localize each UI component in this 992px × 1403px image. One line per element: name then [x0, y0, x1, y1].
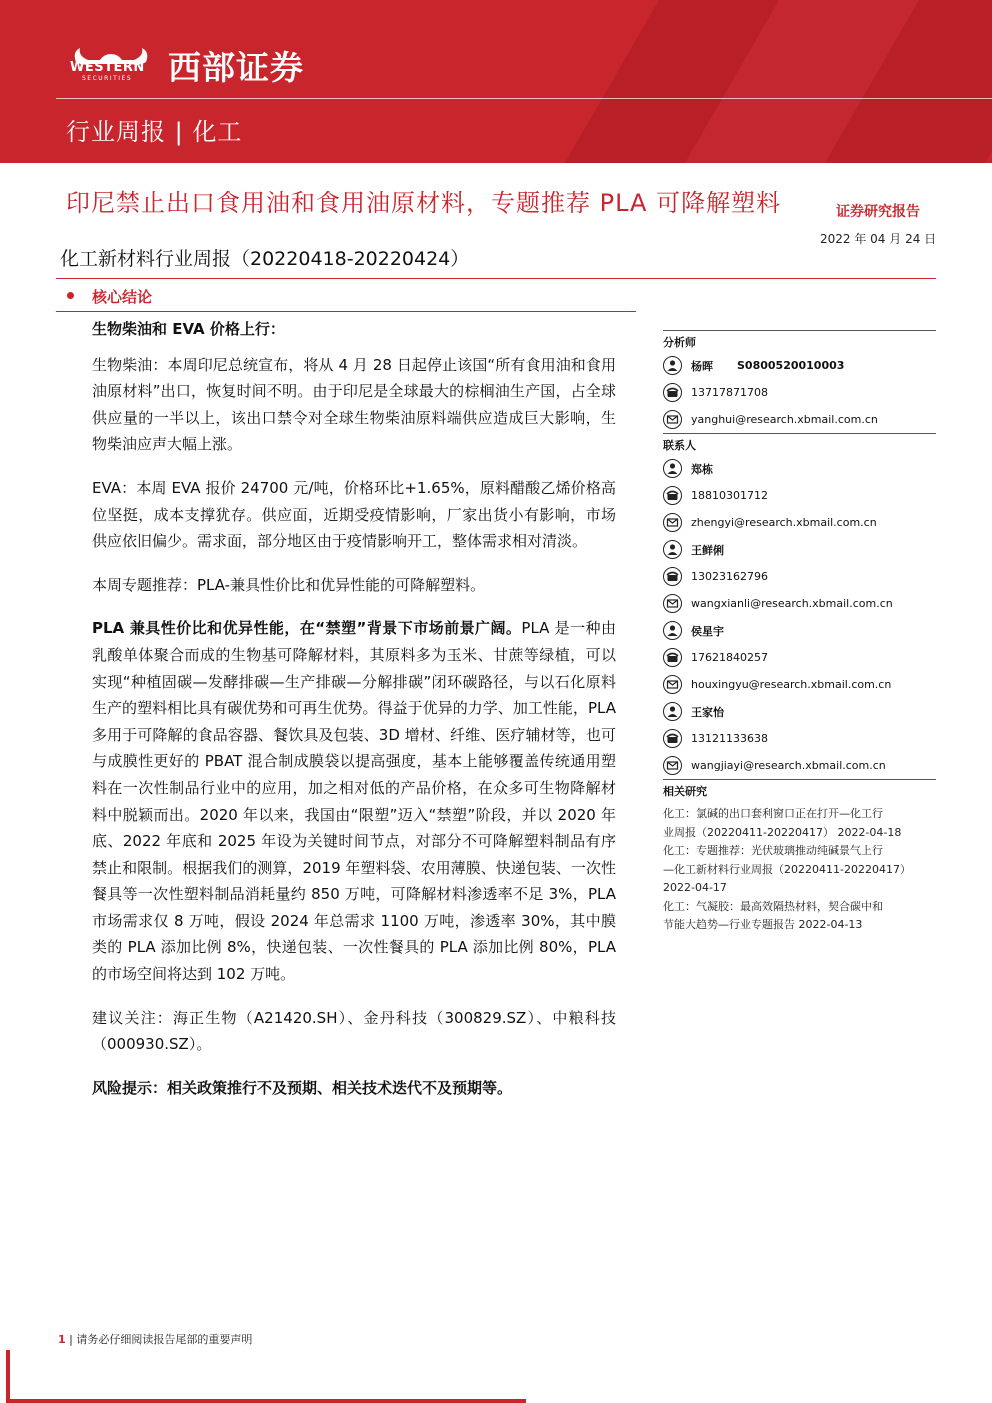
related-line[interactable]: 化工：气凝胶：最高效隔热材料，契合碳中和 — [663, 899, 883, 913]
header-divider — [56, 98, 992, 99]
phone-icon — [663, 648, 682, 667]
related-line[interactable]: —化工新材料行业周报（20220411-20220417） — [663, 862, 911, 876]
contact-phone: 18810301712 — [691, 489, 768, 502]
contact-name: 王家怡 — [691, 705, 724, 719]
core-bullet-icon — [67, 292, 74, 299]
paragraph-risk: 风险提示：相关政策推行不及预期、相关技术迭代不及预期等。 — [92, 1078, 513, 1097]
report-type-label: 证券研究报告 — [836, 204, 920, 220]
contact-phone-row — [663, 725, 936, 752]
contact-email[interactable]: houxingyu@research.xbmail.com.cn — [691, 678, 892, 691]
analyst-email[interactable]: yanghui@research.xbmail.com.cn — [691, 413, 878, 426]
logo-english: WESTERN — [70, 60, 145, 75]
report-date: 2022 年 04 月 24 日 — [820, 232, 937, 246]
contact-email-row — [663, 590, 936, 617]
contact-phone-row — [663, 482, 936, 509]
related-line[interactable]: 节能大趋势—行业专题报告 2022-04-13 — [663, 918, 863, 931]
analyst-name: 杨晖 — [691, 359, 713, 373]
footer-note: | 请务必仔细阅读报告尾部的重要声明 — [69, 1333, 253, 1346]
contact-phone: 13121133638 — [691, 732, 768, 745]
contact-phone: 17621840257 — [691, 651, 768, 664]
paragraph-biodiesel: 生物柴油：本周印尼总统宣布，将从 4 月 28 日起停止该国“所有食用油和食用油原材料”出口，恢复时间不明。由于印尼是全球最大的棕榈油生产国，占全球供应量的一半以上，该出口禁令对全球生物柴油原料端供应造成巨大影响，生物柴油应声大幅上涨。 — [92, 355, 616, 454]
logo-chinese: 西部证券 — [168, 48, 304, 87]
contact-phone-row — [663, 563, 936, 590]
contact-email-row — [663, 752, 936, 779]
contact-name: 侯星宇 — [691, 624, 724, 638]
contact-phone-row — [663, 644, 936, 671]
related-section-label: 相关研究 — [663, 779, 936, 801]
paragraph-recommend: 建议关注：海正生物（A21420.SH）、金丹科技（300829.SZ）、中粮科技（000930.SZ）。 — [92, 1008, 616, 1054]
core-conclusion-body — [92, 316, 616, 1110]
logo-english-sub: SECURITIES — [82, 75, 133, 82]
report-title: 印尼禁止出口食用油和食用油原材料，专题推荐 PLA 可降解塑料 — [66, 189, 782, 217]
core-lead: 生物柴油和 EVA 价格上行： — [92, 320, 285, 338]
contact-name-row — [663, 536, 936, 563]
person-icon — [663, 459, 682, 478]
header-banner — [0, 0, 992, 163]
core-divider — [56, 311, 636, 312]
contact-name: 王鲜俐 — [691, 543, 724, 557]
report-category: 行业周报 | 化工 — [66, 118, 243, 146]
contact-name-row — [663, 455, 936, 482]
sidebar — [663, 330, 936, 935]
related-line[interactable]: 业周报（20220411-20220417） 2022-04-18 — [663, 825, 902, 839]
footer-disclaimer — [58, 1331, 252, 1347]
core-conclusion-label: 核心结论 — [92, 288, 153, 306]
person-icon — [663, 621, 682, 640]
email-icon — [663, 756, 682, 775]
pla-headline: PLA 兼具性价比和优异性能，在“禁塑”背景下市场前景广阔。 — [92, 619, 522, 638]
contact-email[interactable]: wangjiayi@research.xbmail.com.cn — [691, 759, 886, 772]
analyst-section-label: 分析师 — [663, 330, 936, 352]
related-line[interactable]: 2022-04-17 — [663, 881, 727, 894]
contact-email[interactable]: zhengyi@research.xbmail.com.cn — [691, 516, 877, 529]
email-icon — [663, 410, 682, 429]
email-icon — [663, 513, 682, 532]
page-number: 1 — [58, 1333, 66, 1346]
contact-email-row — [663, 509, 936, 536]
footer-corner-vertical — [6, 1350, 10, 1403]
analyst-phone-row — [663, 379, 936, 406]
phone-icon — [663, 567, 682, 586]
person-icon — [663, 356, 682, 375]
contact-email[interactable]: wangxianli@research.xbmail.com.cn — [691, 597, 893, 610]
related-line[interactable]: 化工：氯碱的出口套利窗口正在打开—化工行 — [663, 807, 883, 820]
person-icon — [663, 540, 682, 559]
footer-corner-horizontal — [6, 1399, 526, 1403]
analyst-email-row — [663, 406, 936, 433]
analyst-cert: S0800520010003 — [737, 359, 845, 372]
contact-name-row — [663, 698, 936, 725]
paragraph-eva: EVA：本周 EVA 报价 24700 元/吨，价格环比+1.65%，原料醋酸乙烯价格高位坚挺，成本支撑犹存。供应面，近期受疫情影响，厂家出货小有影响，市场供应依旧偏少。需求面，部分地区由于疫情影响开工，整体需求相对清淡。 — [92, 478, 616, 551]
phone-icon — [663, 486, 682, 505]
person-icon — [663, 702, 682, 721]
related-research-list — [663, 801, 936, 935]
contact-name: 郑栋 — [691, 462, 713, 476]
analyst-phone: 13717871708 — [691, 386, 768, 399]
contact-section-label: 联系人 — [663, 433, 936, 455]
email-icon — [663, 594, 682, 613]
phone-icon — [663, 383, 682, 402]
subtitle-divider — [56, 278, 936, 279]
related-line[interactable]: 化工：专题推荐：光伏玻璃推动纯碱景气上行 — [663, 844, 883, 857]
contact-phone: 13023162796 — [691, 570, 768, 583]
phone-icon — [663, 729, 682, 748]
paragraph-pla — [92, 615, 616, 987]
pla-body: PLA 是一种由乳酸单体聚合而成的生物基可降解材料，其原料多为玉米、甘蔗等绿植，可以实现“种植固碳—发酵排碳—生产排碳—分解排碳”闭环碳路径，与以石化原料生产的塑料相比具有碳优势和可再生优势。得益于优异的力学、加工性能，PLA 多用于可降解的食品容器、餐饮具及包装、3D 增材、纤维、医疗辅材等，也可与成膜性更好的 PBAT 混合制成膜袋以提高强度，基本上能够覆盖传统通用塑料在一次性制品行业中的应用，加之相对低的产品价格，在众多可生物降解材料中脱颖而出。2020 年以来，我国由“限塑”迈入“禁塑”阶段，并以 2020 年底、2022 年底和 2025 年设为关键时间节点，对部分不可降解塑料制品有序禁止和限制。根据我们的测算，2019 年塑料袋、农用薄膜、快递包装、一次性餐具等一次性塑料制品消耗量约 850 万吨，可降解材料渗透率不足 3%，PLA 市场需求仅 8 万吨，假设 2024 年总需求 1100 万吨，渗透率 30%，其中膜类的 PLA 添加比例 8%，快递包装、一次性餐具的 PLA 添加比例 80%，PLA 的市场空间将达到 102 万吨。 — [92, 619, 617, 984]
contact-name-row — [663, 617, 936, 644]
analyst-name-row — [663, 352, 936, 379]
email-icon — [663, 675, 682, 694]
contact-email-row — [663, 671, 936, 698]
paragraph-topic: 本周专题推荐：PLA-兼具性价比和优异性能的可降解塑料。 — [92, 575, 486, 594]
report-subtitle: 化工新材料行业周报（20220418-20220424） — [60, 248, 470, 270]
